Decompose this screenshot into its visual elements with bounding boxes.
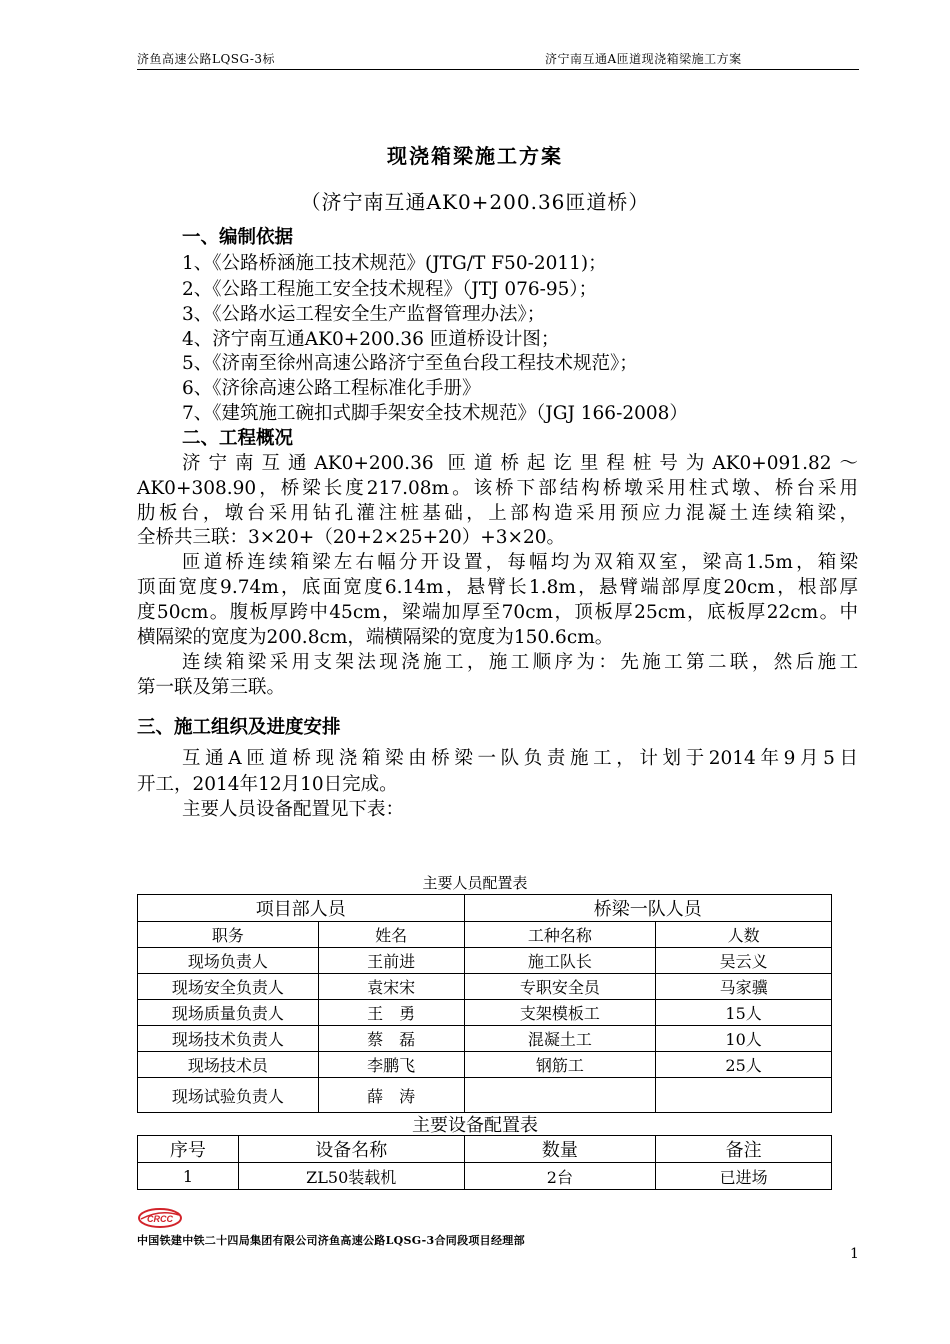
table-header-cell: 人数 [656, 922, 832, 948]
table-header-cell: 工种名称 [464, 922, 656, 948]
table-cell: 2台 [464, 1163, 656, 1190]
paragraph-line: 连续箱梁采用支架法现浇施工，施工顺序为：先施工第二联，然后施工 [182, 652, 858, 673]
table-cell: 现场试验负责人 [138, 1078, 319, 1113]
document-title: 现浇箱梁施工方案 [387, 144, 563, 168]
table-cell: 施工队长 [464, 948, 656, 974]
table-header-cell: 数量 [464, 1136, 656, 1163]
table-cell: 马家骥 [656, 974, 832, 1000]
table-row [138, 1000, 832, 1026]
table-row [138, 948, 832, 974]
header-left: 济鱼高速公路LQSG-3标 [137, 52, 276, 66]
table-group-header: 项目部人员 [138, 895, 465, 922]
table-cell: 现场质量负责人 [138, 1000, 319, 1026]
paragraph-line: 肋板台，墩台采用钻孔灌注桩基础，上部构造采用预应力混凝土连续箱梁， [137, 503, 858, 524]
table-cell: 薛 涛 [318, 1078, 464, 1113]
table-cell [464, 1078, 656, 1113]
table-header-cell: 职务 [138, 922, 319, 948]
list-item: 1、《公路桥涵施工技术规范》(JTG/T F50-2011)； [182, 253, 607, 274]
table-cell: 25人 [656, 1052, 832, 1078]
table-2-caption: 主要设备配置表 [412, 1115, 538, 1136]
header-rule [137, 69, 859, 70]
document-subtitle: （济宁南互通AK0+200.36匝道桥） [300, 190, 650, 214]
paragraph-line: 主要人员设备配置见下表： [182, 799, 405, 820]
paragraph-line: 全桥共三联：3×20+（20+2×25+20）+3×20。 [137, 527, 566, 548]
table-cell: 现场负责人 [138, 948, 319, 974]
paragraph-line: 开工，2014年12月10日完成。 [137, 774, 398, 795]
table-row [138, 1136, 832, 1163]
list-item: 2、《公路工程施工安全技术规程》（JTJ 076-95）； [182, 279, 598, 300]
table-cell: 现场技术员 [138, 1052, 319, 1078]
list-item: 5、《济南至徐州高速公路济宁至鱼台段工程技术规范》； [182, 353, 638, 374]
paragraph-line: 互通A匝道桥现浇箱梁由桥梁一队负责施工，计划于2014年9月5日 [182, 748, 858, 769]
table-row [138, 895, 832, 922]
header-right: 济宁南互通A匝道现浇箱梁施工方案 [545, 52, 742, 66]
table-cell: 现场技术负责人 [138, 1026, 319, 1052]
paragraph-line: 度50cm。腹板厚跨中45cm，梁端加厚至70cm，顶板厚25cm，底板厚22cm。中 [137, 602, 858, 623]
table-cell: 15人 [656, 1000, 832, 1026]
table-header-cell: 备注 [656, 1136, 832, 1163]
section-1-heading: 一、编制依据 [182, 227, 294, 248]
paragraph-line: 顶面宽度9.74m，底面宽度6.14m，悬臂长1.8m，悬臂端部厚度20cm，根部厚 [137, 577, 858, 598]
table-cell: 专职安全员 [464, 974, 656, 1000]
table-row [138, 1163, 832, 1190]
table-cell: 钢筋工 [464, 1052, 656, 1078]
table-group-header: 桥梁一队人员 [464, 895, 831, 922]
table-row [138, 922, 832, 948]
table-cell: 蔡 磊 [318, 1026, 464, 1052]
list-item: 6、《济徐高速公路工程标准化手册》 [182, 378, 481, 399]
list-item: 7、《建筑施工碗扣式脚手架安全技术规范》（JGJ 166-2008） [182, 403, 688, 424]
paragraph-line: 匝道桥连续箱梁左右幅分开设置，每幅均为双箱双室，梁高1.5m，箱梁 [182, 552, 858, 573]
table-row [138, 974, 832, 1000]
list-item: 4、济宁南互通AK0+200.36 匝道桥设计图； [182, 329, 560, 350]
crcc-logo [137, 1207, 183, 1229]
paragraph-line: 横隔梁的宽度为200.8cm，端横隔梁的宽度为150.6cm。 [137, 627, 614, 648]
table-cell [656, 1078, 832, 1113]
logo-text: CRCC [147, 1214, 173, 1224]
table-header-cell: 序号 [138, 1136, 239, 1163]
table-cell: 支架模板工 [464, 1000, 656, 1026]
table-cell: 王 勇 [318, 1000, 464, 1026]
table-row [138, 1026, 832, 1052]
section-2-heading: 二、工程概况 [182, 428, 294, 449]
table-cell: 王前进 [318, 948, 464, 974]
footer-text: 中国铁建中铁二十四局集团有限公司济鱼高速公路LQSG-3合同段项目经理部 [137, 1234, 525, 1247]
section-3-heading: 三、施工组织及进度安排 [137, 717, 341, 738]
table-1-caption: 主要人员配置表 [422, 874, 528, 892]
table-cell: 袁宋宋 [318, 974, 464, 1000]
table-cell: 李鹏飞 [318, 1052, 464, 1078]
personnel-table [137, 894, 832, 1113]
table-cell: 10人 [656, 1026, 832, 1052]
paragraph-line: 济宁南互通AK0+200.36 匝道桥起讫里程桩号为AK0+091.82～ [182, 453, 858, 474]
table-cell: ZL50装载机 [238, 1163, 464, 1190]
table-row [138, 1078, 832, 1113]
table-cell: 混凝土工 [464, 1026, 656, 1052]
table-row [138, 1052, 832, 1078]
table-header-cell: 姓名 [318, 922, 464, 948]
table-cell: 吴云义 [656, 948, 832, 974]
table-cell: 现场安全负责人 [138, 974, 319, 1000]
equipment-table [137, 1135, 832, 1190]
table-header-cell: 设备名称 [238, 1136, 464, 1163]
paragraph-line: 第一联及第三联。 [137, 677, 286, 698]
paragraph-line: AK0+308.90，桥梁长度217.08m。该桥下部结构桥墩采用柱式墩、桥台采用 [137, 478, 858, 499]
table-cell: 已进场 [656, 1163, 832, 1190]
list-item: 3、《公路水运工程安全生产监督管理办法》； [182, 304, 546, 325]
table-cell: 1 [138, 1163, 239, 1190]
page-number: 1 [850, 1246, 859, 1262]
